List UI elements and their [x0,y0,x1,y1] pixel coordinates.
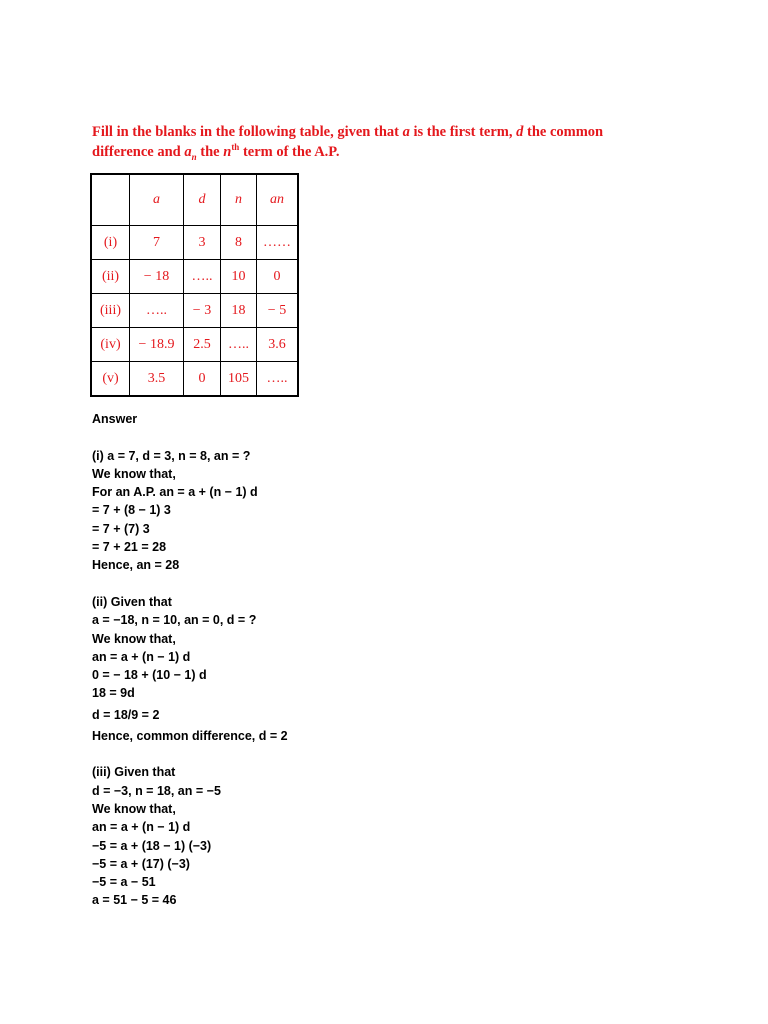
solution-line: = 7 + (7) 3 [92,521,150,536]
table-cell: − 5 [257,294,299,328]
ap-table [90,173,299,397]
question-part: the common [523,124,604,140]
solution-line: an = a + (n − 1) d [92,820,191,835]
solution-line: d = 18/9 = 2 [92,707,160,722]
solution-line: a = 51 − 5 = 46 [92,893,177,908]
table-header-cell [91,174,130,226]
solution-line: Hence, an = 28 [92,558,180,573]
table-cell: 7 [130,226,184,260]
table-cell: (v) [91,362,130,397]
table-cell: − 3 [184,294,221,328]
var-n: n [223,144,232,160]
solution-line: −5 = a + (17) (−3) [92,856,190,871]
solution-line: (iii) Given that [92,765,176,780]
var-a: a [402,124,410,140]
solution-line: For an A.P. an = a + (n − 1) d [92,485,258,500]
table-cell: 0 [257,260,299,294]
question-part: difference and [92,144,185,160]
question-part: term of the A.P. [239,144,340,160]
question-part: is the first term, [409,124,517,140]
table-cell: 18 [221,294,257,328]
table-header-cell: n [221,174,257,226]
question-text [92,122,692,162]
solution-line: 18 = 9d [92,686,135,701]
answer-heading: Answer [92,412,138,426]
table-cell: 10 [221,260,257,294]
table-cell: 3 [184,226,221,260]
table-row [91,260,298,294]
solution-line: (ii) Given that [92,594,172,609]
table-cell: (ii) [91,260,130,294]
table-cell: (iv) [91,328,130,362]
table-cell: − 18.9 [130,328,184,362]
solution-line: (i) a = 7, d = 3, n = 8, an = ? [92,448,251,463]
table-header-cell: an [257,174,299,226]
solution-line: d = −3, n = 18, an = −5 [92,783,221,798]
table-header-cell: a [130,174,184,226]
table-cell: − 18 [130,260,184,294]
solution-line: = 7 + 21 = 28 [92,540,167,555]
table-cell: (i) [91,226,130,260]
sup-th: th [231,142,240,153]
solution-line: We know that, [92,631,176,646]
table-cell: ….. [221,328,257,362]
solution-line: We know that, [92,801,176,816]
table-cell: 3.5 [130,362,184,397]
table-cell: 3.6 [257,328,299,362]
solution-line: an = a + (n − 1) d [92,649,191,664]
sub-n: n [191,151,197,162]
table-cell: ….. [130,294,184,328]
answer-section [92,410,692,910]
table-row [91,226,298,260]
var-d: d [516,124,524,140]
question-part: the [196,144,224,160]
table-cell: (iii) [91,294,130,328]
var-an: a [184,144,192,160]
solution-line: −5 = a + (18 − 1) (−3) [92,838,212,853]
table-cell: 105 [221,362,257,397]
table-row [91,362,298,397]
table-cell: …… [257,226,299,260]
solution-line: We know that, [92,466,176,481]
solution-line: = 7 + (8 − 1) 3 [92,503,171,518]
solution-line: 0 = − 18 + (10 − 1) d [92,668,207,683]
table-cell: 8 [221,226,257,260]
solution-line: a = −18, n = 10, an = 0, d = ? [92,613,257,628]
table-cell: ….. [184,260,221,294]
table-row [91,294,298,328]
table-cell: 0 [184,362,221,397]
question-part: Fill in the blanks in the following table, given that [92,124,403,140]
solution-line: Hence, common difference, d = 2 [92,728,288,743]
table-cell: ….. [257,362,299,397]
solution-line: −5 = a − 51 [92,875,156,890]
table-header-cell: d [184,174,221,226]
table-cell: 2.5 [184,328,221,362]
table-header-row [91,174,298,226]
table-row [91,328,298,362]
